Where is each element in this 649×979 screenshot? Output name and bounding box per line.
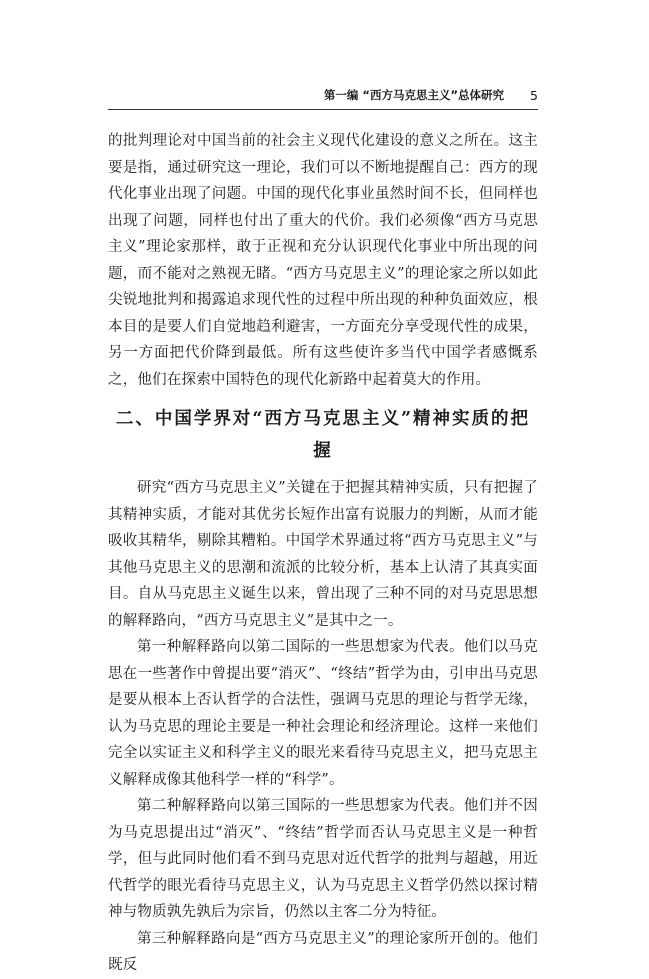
paragraph: 第三种解释路向是“西方马克思主义”的理论家所开创的。他们既反 — [108, 930, 538, 973]
paragraph: 的批判理论对中国当前的社会主义现代化建设的意义之所在。这主要是指，通过研究这一理论，我们可以不断地提醒自己：西方的现代化事业出现了问题。中国的现代化事业虽然时间不长，但同样也出现了问题，同样也付出了重大的代价。我们必须像“西方马克思主义”理论家那样，敢于正视和充分认识现代化事业中所出现的问题，而不能对之熟视无睹。“西方马克思主义”的理论家之所以如此尖锐地批判和揭露追求现代性的过程中所出现的种种负面效应，根本目的是要人们自觉地趋利避害，一方面充分享受现代性的成果，另一方面把代价降到最低。所有这些使许多当代中国学者感慨系之，他们在探索中国特色的现代化新路中起着莫大的作用。 — [108, 133, 538, 388]
page-number: 5 — [530, 87, 538, 103]
header-rule — [108, 109, 538, 110]
section-heading: 二、中国学界对“西方马克思主义”精神实质的把握 — [115, 409, 531, 461]
paragraph: 研究“西方马克思主义”关键在于把握其精神实质，只有把握了其精神实质，才能对其优劣长短作出富有说服力的判断，从而才能吸收其精华，剔除其糟粕。中国学术界通过将“西方马克思主义”与其他马克思主义的思潮和流派的比较分析，基本上认清了其真实面目。自从马克思主义诞生以来，曾出现了三种不同的对马克思思想的解释路向，“西方马克思主义”是其中之一。 — [108, 480, 538, 629]
running-head — [108, 87, 538, 103]
paragraph: 第一种解释路向以第二国际的一些思想家为代表。他们以马克思在一些著作中曾提出要“消灭”、“终结”哲学为由，引申出马克思是要从根本上否认哲学的合法性，强调马克思的理论与哲学无缘，认为马克思的理论主要是一种社会理论和经济理论。这样一来他们完全以实证主义和科学主义的眼光来看待马克思主义，把马克思主义解释成像其他科学一样的“科学”。 — [108, 639, 538, 788]
paragraph: 第二种解释路向以第三国际的一些思想家为代表。他们并不因为马克思提出过“消灭”、“终结”哲学而否认马克思主义是一种哲学，但与此同时他们看不到马克思对近代哲学的批判与超越，用近代哲学的眼光看待马克思主义，认为马克思主义哲学仍然以探讨精神与物质孰先孰后为宗旨，仍然以主客二分为特征。 — [108, 798, 538, 920]
body-text — [108, 128, 538, 979]
running-title: 第一编 “西方马克思主义”总体研究 — [323, 88, 505, 102]
